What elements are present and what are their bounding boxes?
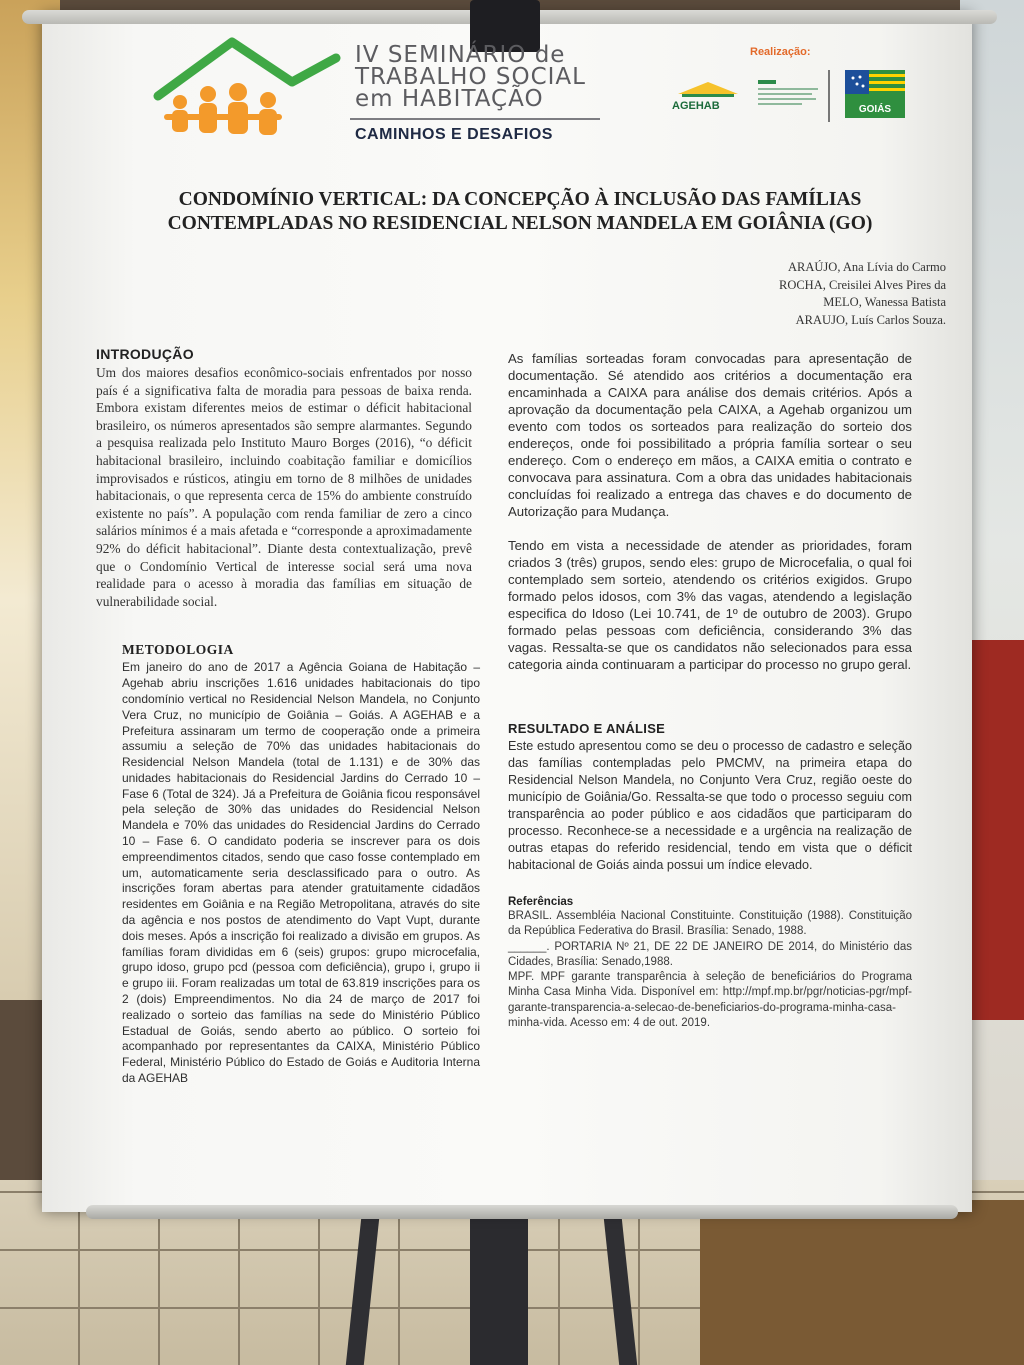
reference-3: MPF. MPF garante transparência à seleção de beneficiários do Programa Minha Casa Minha Vida. Disponível em: http://mpf.mp.br/pgr/noticias-pgr/mpf-garante-transparencia-a-selecao-de-beneficiarios-do-programa-minha-casa-minha-vida. Acesso em: 4 de out. 2019. <box>508 971 912 1030</box>
author-list <box>640 259 946 329</box>
agehab-logo-text: AGEHAB <box>672 100 720 112</box>
paper-title <box>120 188 920 236</box>
reference-1: BRASIL. Assembléia Nacional Constituinte. Constituição (1988). Constituição da República Federativa do Brasil. Brasília: Senado, 1988. <box>508 910 912 938</box>
logo-divider <box>828 70 830 122</box>
banner-bottom-rod <box>86 1205 958 1219</box>
right-column <box>508 350 912 1031</box>
metodologia-text: Em janeiro do ano de 2017 a Agência Goiana de Habitação – Agehab abriu inscrições 1.616 unidades habitacionais do tipo condomínio vertical no Residencial Nelson Mandela, no Conjunto Vera Cruz, no município de Goiânia – Goiás. A AGEHAB e a Prefeitura assinaram um termo de cooperação onde a primeira assumiu a seleção de 70% das unidades habitacionais do Residencial Nelson Mandela (total de 1.131) e de 30% das unidades habitacionais do Residencial Jardins do Cerrado 10 – Fase 6 (Total de 324). Já a Prefeitura de Goiânia ficou responsável pela seleção de 30% das unidades do Residencial Nelson Mandela e 70% das unidades do Residencial Jardins do Cerrado 10 – Fase 6. O candidato poderia se inscrever para os dois empreendimentos citados, sendo que caso fosse contemplado em um, automaticamente seria desclassificado para o outro. As inscrições foram abertas para atender gratuitamente cidadãos residentes em Goiânia e na Região Metropolitana, através do site da agência e nos postos de atendimento do Vapt Vupt, durante dois meses. Após a inscrição foi realizado a divisão em grupos. As famílias foram divididas em 6 (seis) grupos: grupo microcefalia, grupo idoso, grupo pcd (pessoa com deficiência), grupo i, grupo ii e grupo iii. Foram realizadas um total de 63.819 inscrições para os 2 (dois) Empreendimentos. No dia 24 de março de 2017 foi realizado o sorteio das famílias na sede do Ministério Público Estadual de Goiás, sendo aberto ao público. O sorteio foi acompanhado por representantes da CAIXA, Ministério Público Federal, Ministério Público do Estado de Goiás e Auditoria Interna da AGEHAB <box>122 660 480 1086</box>
author-3: MELO, Wanessa Batista <box>823 295 946 309</box>
left-column <box>96 346 480 1087</box>
realizacao-label: Realização: <box>750 46 811 58</box>
author-2: ROCHA, Creisilei Alves Pires da <box>778 277 946 292</box>
seminar-subtitle: CAMINHOS E DESAFIOS <box>355 126 553 143</box>
seminar-title-line2: TRABALHO SOCIAL <box>355 64 586 90</box>
paper-title-line1: CONDOMÍNIO VERTICAL: DA CONCEPÇÃO À INCLUSÃO DAS FAMÍLIAS <box>178 189 862 210</box>
seminar-logo-icon <box>150 30 350 140</box>
reference-2: ______. PORTARIA Nº 21, DE 22 DE JANEIRO DE 2014, do Ministério das Cidades, Brasília: Senado,1988. <box>508 940 912 968</box>
metodologia-heading: METODOLOGIA <box>122 642 234 658</box>
goias-flag-logo-icon <box>845 70 905 118</box>
author-1: ARAÚJO, Ana Lívia do Carmo <box>788 260 946 274</box>
title-divider <box>350 118 600 120</box>
resultado-heading: RESULTADO E ANÁLISE <box>508 721 666 736</box>
seminar-title-line3: em HABITAÇÃO <box>355 86 544 112</box>
priority-groups-paragraph: Tendo em vista a necessidade de atender as prioridades, foram criados 3 (três) grupos, sendo eles: grupo de Microcefalia, o qual foi contemplado sem sorteio, atendendo os critérios exigidos. Grupo formado pelos idosos, com 3% das vagas, atendendo a legislação especifica do Idoso (Lei 10.741, de 1º de outubro de 2003). Grupo formado pelas pessoas com deficiência, considerando 3% das vagas. Ressalta-se que os candidatos não selecionados para essa categoria ainda continuaram a participar do processo no grupo geral. <box>508 538 912 672</box>
author-4: ARAUJO, Luís Carlos Souza. <box>795 312 946 327</box>
paper-title-line2: CONTEMPLADAS NO RESIDENCIAL NELSON MANDELA EM GOIÂNIA (GO) <box>167 213 873 234</box>
resultado-text: Este estudo apresentou como se deu o processo de cadastro e seleção das famílias contempladas pelo PMCMV, na primeira etapa do Residencial Nelson Mandela, no Conjunto Vera Cruz, região oeste do município de Goiânia/Go. Ressalta-se que todo o processo seguiu com transparência ao poder público e aos cidadãos que participaram do processo. Reconhece-se a necessidade e a urgência na realização de outras etapas do referido residencial, tendo em vista que o déficit habitacional de Goiás ainda possui um índice elevado. <box>508 739 912 872</box>
introducao-heading: INTRODUÇÃO <box>96 346 194 362</box>
background-floor-wood <box>700 1200 1024 1365</box>
referencias-heading: Referências <box>508 896 574 908</box>
goias-logo-text: GOIÁS <box>858 104 892 115</box>
background-red-panel <box>965 640 1024 1020</box>
seminar-title-line1: IV SEMINÁRIO de <box>355 42 566 68</box>
introducao-text: Um dos maiores desafios econômico-sociais enfrentados por nosso país é a significativa falta de moradia para pessoas de baixa renda. Embora existam diferentes meios de estimar o déficit habitacional brasileiro, os números apresentados são sempre alarmantes. Segundo a pesquisa realizada pelo Instituto Mauro Borges (2016), “o déficit habitacional brasileiro, incluindo coabitação familiar e domicílios improvisados e rústicos, atingiu em torno de 8 milhões de unidades habitacionais, o que representa cerca de 15% do ambiente construído existente no país”. A população com renda familiar de zero a cinco salários mínimos é a mais afetada e “corresponde a aproximadamente 92% do déficit habitacional”. Diante desta contextualização, prevê que o Condomínio Vertical de interesse social será uma nova realidade para o acesso à moradia das famílias em situação de vulnerabilidade social. <box>96 365 472 609</box>
seminar-title <box>355 44 615 110</box>
selection-paragraph: As famílias sorteadas foram convocadas para apresentação de documentação. Sé atendido aos critérios a documentação era encaminhada a CAIXA para análise dos demais critérios. Após a aprovação da documentação pela CAIXA, a Agehab organizou um evento com todos os sorteados para realização do sorteio dos endereços, onde foi possibilitado a própria família sortear o seu endereço. Com o endereço em mãos, a CAIXA emitia o contrato e convocava para assinatura. Com a obra das unidades habitacionais concluídas foi realizado a entrega das chaves e do documento de Autorização para Mudança. <box>508 351 912 519</box>
seduh-logo-icon <box>758 78 820 114</box>
